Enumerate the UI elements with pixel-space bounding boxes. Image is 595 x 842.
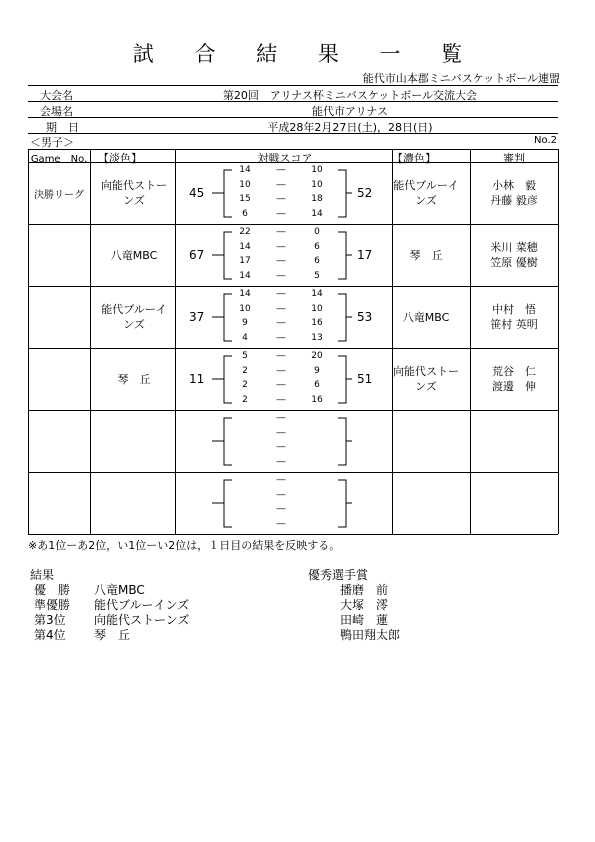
quarter-light-score: 14 <box>239 241 251 252</box>
quarter-dark-score: 10 <box>311 165 323 175</box>
left-bracket <box>212 480 232 527</box>
dark-team-name: 能代ブルーイ <box>393 179 459 192</box>
light-total-score: 45 <box>189 186 205 200</box>
quarter-dark-score: 18 <box>311 194 323 204</box>
result-rank: 第4位 <box>34 628 66 642</box>
light-total-score: 67 <box>189 248 205 262</box>
info-label-date: 期 日 <box>46 121 79 134</box>
quarter-dark-score: 16 <box>311 318 323 328</box>
light-team-name: 向能代ストー <box>101 179 167 192</box>
dark-team-name: ンズ <box>415 380 437 393</box>
mvp-player: 田崎 蓮 <box>340 613 389 627</box>
quarter-separator: ― <box>276 165 286 175</box>
dark-team-name: ンズ <box>415 194 437 207</box>
quarter-separator: ― <box>276 227 286 237</box>
quarter-separator: ― <box>276 489 286 500</box>
header-light: 【淡色】 <box>98 152 142 165</box>
quarter-separator: ― <box>276 365 286 376</box>
dark-total-score: 53 <box>357 310 373 324</box>
quarter-separator: ― <box>276 318 286 328</box>
referee-name: 小林 毅 <box>492 179 536 192</box>
quarter-separator: ― <box>276 208 286 219</box>
quarter-light-score: 6 <box>242 208 248 219</box>
quarter-light-score: 15 <box>239 194 251 204</box>
quarter-separator: ― <box>276 241 286 252</box>
quarter-separator: ― <box>276 256 286 266</box>
quarter-dark-score: 6 <box>314 256 320 266</box>
referee-name: 丹藤 毅彦 <box>490 194 538 207</box>
dark-total-score: 17 <box>357 248 373 262</box>
quarter-dark-score: 16 <box>311 394 323 405</box>
light-team-name: ンズ <box>123 318 145 331</box>
referee-name: 渡邊 伸 <box>492 380 536 393</box>
quarter-dark-score: 9 <box>314 365 320 376</box>
quarter-light-score: 14 <box>239 270 251 281</box>
info-value-date: 平成28年2月27日(土)，28日(日) <box>267 121 433 134</box>
info-value-venue: 能代市アリナス <box>312 105 388 118</box>
info-value-event: 第20回 アリナス杯ミニバスケットボール交流大会 <box>222 89 478 102</box>
quarter-separator: ― <box>276 179 286 190</box>
light-team-name: ンズ <box>123 194 145 207</box>
light-total-score: 11 <box>189 372 205 386</box>
header-dark: 【濃色】 <box>392 152 436 165</box>
referee-name: 荒谷 仁 <box>492 365 536 378</box>
quarter-light-score: 9 <box>242 318 248 328</box>
header-game: Game No. <box>30 154 88 165</box>
quarter-light-score: 10 <box>239 303 251 314</box>
info-label-event: 大会名 <box>40 89 73 102</box>
referee-name: 笹村 英明 <box>490 318 538 331</box>
quarter-dark-score: 13 <box>311 332 323 343</box>
quarter-dark-score: 6 <box>314 380 320 390</box>
mvp-heading: 優秀選手賞 <box>308 568 369 582</box>
mvp-player: 大塚 澪 <box>340 598 389 612</box>
quarter-light-score: 2 <box>242 365 248 376</box>
header-score: 対戦スコア <box>257 152 313 165</box>
dark-team-name: 八竜MBC <box>402 310 450 324</box>
section-label: ＜男子＞ <box>30 136 74 149</box>
results-heading: 結果 <box>30 568 55 582</box>
quarter-separator: ― <box>276 270 286 281</box>
quarter-separator: ― <box>276 442 286 452</box>
quarter-separator: ― <box>276 518 286 529</box>
dark-total-score: 52 <box>357 186 373 200</box>
quarter-separator: ― <box>276 303 286 314</box>
light-team-name: 琴 丘 <box>117 372 151 386</box>
quarter-separator: ― <box>276 351 286 361</box>
referee-name: 米川 菜穂 <box>490 241 538 254</box>
quarter-dark-score: 5 <box>314 270 320 281</box>
light-team-name: 八竜MBC <box>110 248 158 262</box>
dark-team-name: 琴 丘 <box>409 248 443 262</box>
result-team: 向能代ストーンズ <box>94 613 190 627</box>
dark-total-score: 51 <box>357 372 373 386</box>
quarter-light-score: 4 <box>242 332 248 343</box>
quarter-dark-score: 14 <box>311 208 323 219</box>
quarter-light-score: 2 <box>242 380 248 390</box>
result-rank: 優 勝 <box>34 583 71 597</box>
referee-name: 笠原 優樹 <box>490 256 538 269</box>
quarter-separator: ― <box>276 289 286 299</box>
quarter-dark-score: 10 <box>311 179 323 190</box>
quarter-separator: ― <box>276 194 286 204</box>
quarter-light-score: 22 <box>239 227 251 237</box>
dark-team-name: 向能代ストー <box>393 365 459 378</box>
quarter-separator: ― <box>276 413 286 423</box>
note: ※あ1位ーあ2位，い1位ーい2位は，１日目の結果を反映する。 <box>28 539 341 552</box>
info-label-venue: 会場名 <box>40 105 73 118</box>
mvp-player: 鴨田翔太郎 <box>340 628 401 642</box>
quarter-light-score: 14 <box>239 289 251 299</box>
page-title: 試 合 結 果 一 覧 <box>132 42 480 66</box>
quarter-separator: ― <box>276 427 286 438</box>
result-team: 八竜MBC <box>94 583 145 597</box>
light-team-name: 能代ブルーイ <box>101 303 167 316</box>
quarter-separator: ― <box>276 380 286 390</box>
quarter-light-score: 14 <box>239 165 251 175</box>
quarter-separator: ― <box>276 504 286 514</box>
result-rank: 第3位 <box>34 613 66 627</box>
header-ref: 審判 <box>503 152 525 165</box>
result-team: 琴 丘 <box>94 628 131 642</box>
quarter-light-score: 10 <box>239 179 251 190</box>
quarter-separator: ― <box>276 394 286 405</box>
quarter-light-score: 17 <box>239 256 251 266</box>
right-bracket <box>338 480 352 527</box>
quarter-light-score: 5 <box>242 351 248 361</box>
quarter-separator: ― <box>276 332 286 343</box>
quarter-separator: ― <box>276 475 286 485</box>
quarter-dark-score: 6 <box>314 241 320 252</box>
light-total-score: 37 <box>189 310 205 324</box>
game-name: 決勝リーグ <box>34 190 84 201</box>
quarter-dark-score: 10 <box>311 303 323 314</box>
quarter-dark-score: 14 <box>311 289 323 299</box>
quarter-dark-score: 20 <box>311 351 323 361</box>
quarter-separator: ― <box>276 456 286 467</box>
result-team: 能代ブルーインズ <box>94 598 190 612</box>
quarter-light-score: 2 <box>242 394 248 405</box>
organizer: 能代市山本郡ミニバスケットボール連盟 <box>362 72 560 85</box>
result-rank: 準優勝 <box>34 598 71 612</box>
referee-name: 中村 悟 <box>492 303 536 316</box>
mvp-player: 播磨 前 <box>340 583 389 597</box>
quarter-dark-score: 0 <box>314 227 320 237</box>
page-number: No.2 <box>534 135 557 146</box>
